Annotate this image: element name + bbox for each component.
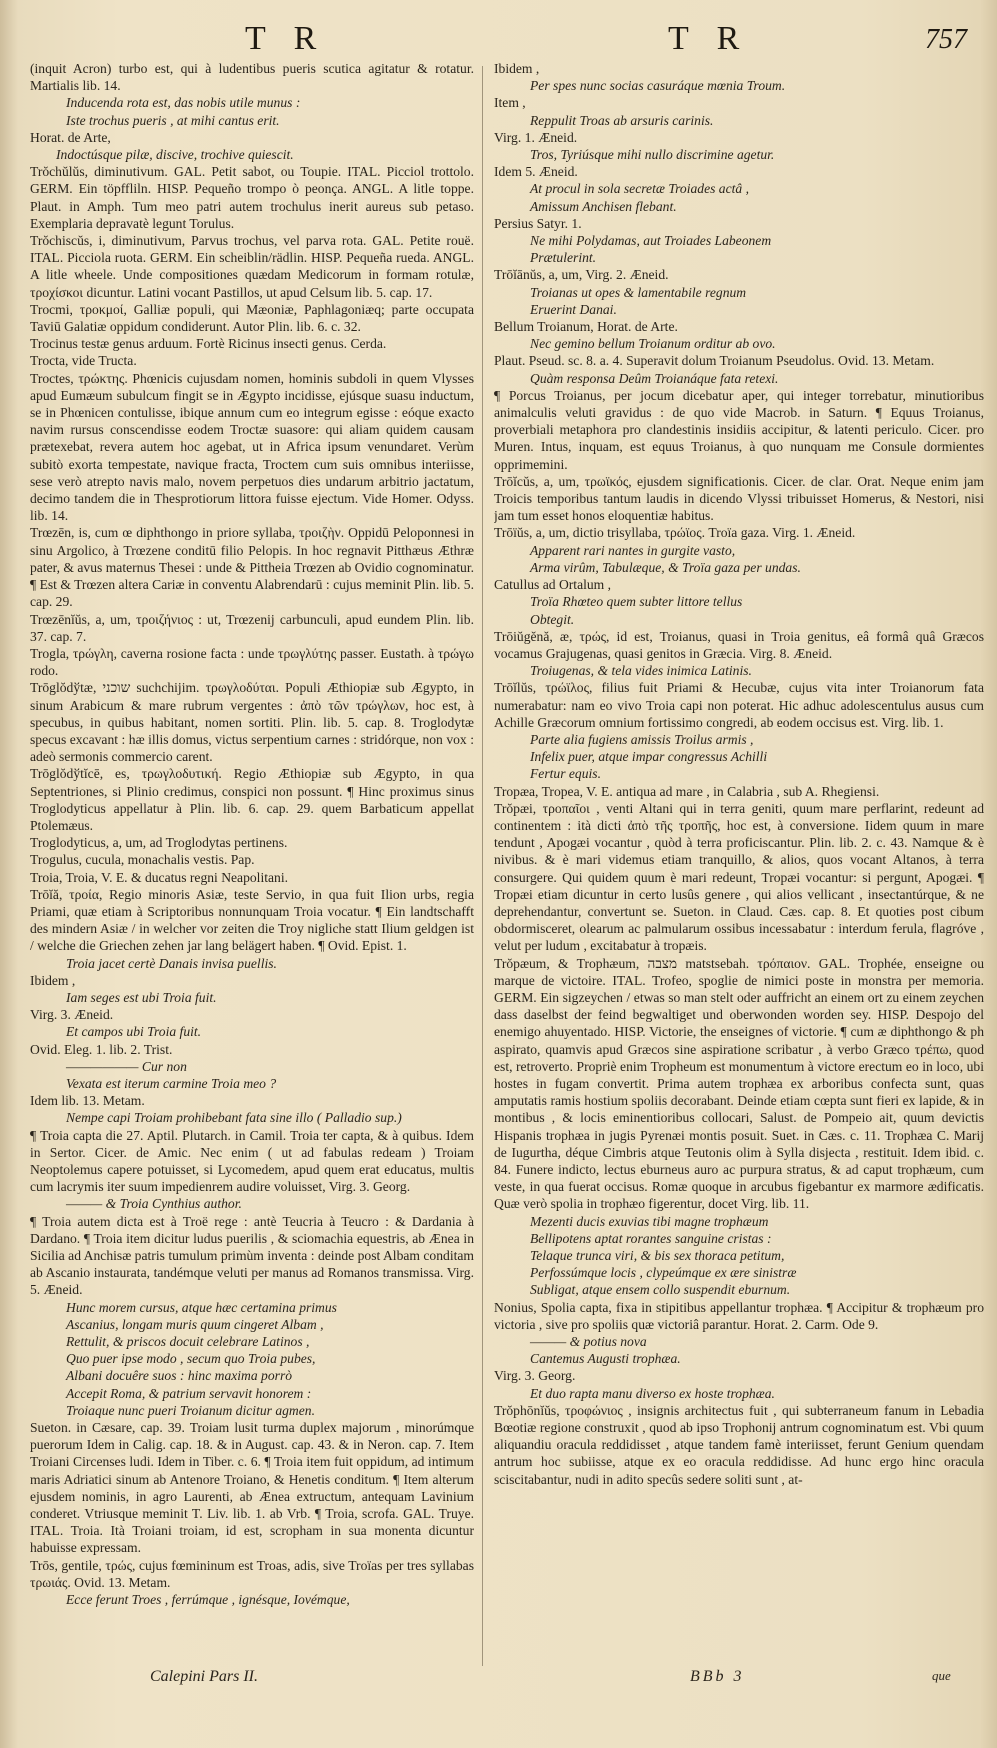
entry-paragraph: Trocta, vide Tructa.	[30, 353, 137, 369]
verse-quote: Apparent rari nantes in gurgite vasto,	[530, 542, 736, 558]
entry-paragraph: Trōglŏdўtĭcē, es, τρωγλοδυτική. Regio Æthiopiæ sub Ægypto, in qua Septentriones, si Plinio credimus, conspici non possunt. ¶ Hinc proximus sinus Troglodyticus appellatur à Plin. lib. 6. cap. 29. quem Barbaticum appellat Ptolemæus.	[30, 766, 474, 833]
entry-paragraph: Troglodyticus, a, um, ad Troglodytas pertinens.	[30, 835, 288, 851]
verse-quote: Telaque trunca viri, & bis sex thoraca petitum,	[530, 1248, 785, 1264]
verse-quote: Troiugenas, & tela vides inimica Latinis.	[530, 663, 752, 679]
entry-paragraph: Idem 5. Æneid.	[494, 164, 578, 180]
verse-quote: Iam seges est ubi Troia fuit.	[66, 989, 217, 1005]
entry-paragraph: Ibidem ,	[30, 972, 76, 988]
entry-paragraph: Item ,	[494, 95, 526, 111]
verse-quote: ——— & potius nova	[530, 1334, 647, 1350]
entry-paragraph: Ovid. Eleg. 1. lib. 2. Trist.	[30, 1041, 173, 1057]
entry-paragraph: Trŏpæum, & Trophæum, מצבה matstsebah. τρόπαιον. GAL. Trophée, enseigne ou marque de victoire. ITAL. Trofeo, spoglie de nimici poste in monstra per memoria. GERM. Ein sigzeychen / etwas so man stelt oder auffricht an einem ort zu einem zeychen dass daselbst der feind begwaltiget und oberwonden worden sey. HISP. Despojo del enemigo ahuyentado. HISP. Victorie, the enseignes of victorie. ¶ cum æ diphthongo & ph aspirato, quamvis apud Græcos sine aspiratione scribatur , à verbo Græco τρέπω, quod est, retroverto. Propriè enim Tropheum est monumentum à victore erectum eo in loco, ubi hostes in fugam convertit. Prima autem trophæa ex arboribus confecta sunt, quas amputatis ramis hostium spoliis decorabant. Deinde etiam cœpta sunt fieri ex lapide, & in montibus , & locis eminentioribus collocari, Salust. de Pompeio ait, quum devictis Hispanis trophæa in jugis Pyrenæi montis posuit. Suet. in Cæs. c. 11. Trophæa C. Marij de Iugurtha, déque Cimbris atque Teutonis olim à Sylla disjecta , restituit. Idem ibid. c. 84. Funere indicto, lectus eburneus auro ac purpura stratus, & ad caput trophæum, cum veste, in qua fuerat occisus. Romæ quoque in arcubus figebantur ex marmore ædificatis. Quæ verò spolia in trophæo figerentur, docet Virg. lib. 11.	[494, 955, 984, 1212]
right-column	[494, 60, 984, 1680]
verse-quote: Quo puer ipse modo , secum quo Troia pubes,	[66, 1351, 316, 1367]
entry-paragraph: Trœzēnĭŭs, a, um, τροιζήνιος : ut, Trœzenij carbunculi, apud eundem Plin. lib. 37. cap. 7.	[30, 611, 474, 644]
entry-paragraph: Trŏpæi, τροπαῖοι , venti Altani qui in terra geniti, quum mare perflarint, redeunt ad continentem : ità dicti ἀπὸ τῆς τροπῆς, hoc est, à conversione. Iidem quum in mare tendunt , Apogæi vocantur , quòd à terra proficiscantur. Plin. lib. 2. c. 43. Namque & è nivibus. & è mari videmus etiam tranquillo, & alios, quos vocant Altanos, à terra consurgere. Qui quidem quum è mari redeunt, Tropæi vocantur: si pergunt, Apogæi. ¶ Tropæi etiam dicuntur in certo lusûs genere , qui alios vellicant , insectantúrque, & ne deprehendantur, convertunt se. Sueton. in Claud. Cæs. cap. 8. Et quoties post cibum obdormisceret, olearum ac palmularum ossibus incessabatur : interdum ferula, flagróve , velut per ludum , excitabatur à tropæis.	[494, 800, 984, 954]
verse-quote: Fertur equis.	[530, 766, 601, 782]
entry-paragraph: Trŏchiscŭs, i, diminutivum, Parvus trochus, vel parva rota. GAL. Petite rouë. ITAL. Picciola ruota. GERM. Ein scheiblin/rädlin. HISP. Pequeña rueda. ANGL. A litle wheele. Unde compositiones quædam Medicorum in formam rotulæ, τροχίσκοι dicuntur. Latini vocant Pastillos, ut apud Celsum lib. 5. cap. 17.	[30, 233, 474, 300]
entry-paragraph: (inquit Acron) turbo est, qui à ludentibus pueris scutica agitatur & rotatur. Martialis lib. 14.	[30, 61, 474, 94]
entry-paragraph: Trōĭānŭs, a, um, Virg. 2. Æneid.	[494, 267, 669, 283]
entry-paragraph: Trocmi, τροκμοί, Galliæ populi, qui Mæoniæ, Paphlagoniæq; parte occupata Taviū Galatiæ oppidum condiderunt. Autor Plin. lib. 6. c. 32.	[30, 301, 474, 335]
verse-quote: Tros, Tyriúsque mihi nullo discrimine agetur.	[530, 147, 775, 163]
verse-quote: Ecce ferunt Troes , ferrúmque , ignésque, Iovémque,	[66, 1592, 350, 1608]
entry-paragraph: Persius Satyr. 1.	[494, 215, 582, 231]
entry-paragraph: Trogla, τρώγλη, caverna rosione facta : unde τρωγλύτης passer. Eustath. à τρώγω rodo.	[30, 645, 474, 679]
entry-paragraph: ¶ Troia capta die 27. Aptil. Plutarch. in Camil. Troia ter capta, & à quibus. Idem in Sertor. Cicer. de Amic. Nec enim ( ut ad fabulas redeam ) Troiam Neoptolemus capere potuisset, si Lycomedem, apud quem erat educatus, multis cum lacrymis iter suum impedienrem audire voluisset, Virg. 3. Georg.	[30, 1127, 474, 1195]
verse-quote: Accepit Roma, & patrium servavit honorem :	[66, 1385, 312, 1401]
verse-quote: Bellipotens aptat rorantes sanguine cristas :	[530, 1230, 772, 1246]
entry-paragraph: Trōĭcŭs, a, um, τρωϊκός, ejusdem significationis. Cicer. de clar. Orat. Neque enim jam Troicis temporibus tantum laudis in dicendo Vlyssi tribuisset Homerus, & Nestori, nisi jam tum esset honos eloquentiæ habitus.	[494, 473, 984, 524]
verse-quote: Ascanius, longam muris quum cingeret Albam ,	[66, 1316, 324, 1332]
entry-paragraph: Virg. 3. Æneid.	[30, 1007, 114, 1023]
page-footer	[0, 1668, 997, 1708]
entry-paragraph: Tropæa, Tropea, V. E. antiqua ad mare , in Calabria , sub A. Rhegiensi.	[494, 783, 880, 799]
entry-paragraph: Horat. de Arte,	[30, 129, 111, 145]
entry-paragraph: Nonius, Spolia capta, fixa in stipitibus appellantur trophæa. ¶ Accipitur & trophæum pro victoria , sive pro spoliis quæ victoriâ parantur. Horat. 2. Carm. Ode 9.	[494, 1299, 984, 1332]
left-column	[30, 60, 474, 1680]
verse-quote: Albani docuêre suos : hinc maxima porrò	[66, 1368, 293, 1384]
verse-quote: Inducenda rota est, das nobis utile munus :	[66, 95, 301, 111]
entry-paragraph: Trocinus testæ genus arduum. Fortè Ricinus insecti genus. Cerda.	[30, 336, 387, 352]
entry-paragraph: Ibidem ,	[494, 61, 540, 76]
text-columns	[30, 60, 984, 1680]
verse-quote: Indoctúsque pilæ, discive, trochive quiescit.	[56, 147, 294, 163]
header-right-letters: T R	[668, 20, 750, 57]
verse-quote: Nec gemino bellum Troianum orditur ab ovo.	[530, 336, 776, 352]
entry-paragraph: Idem lib. 13. Metam.	[30, 1093, 145, 1109]
verse-quote: Rettulit, & priscos docuit celebrare Latinos ,	[66, 1334, 310, 1350]
verse-quote: Nempe capi Troiam prohibebant fata sine illo ( Palladio sup.)	[66, 1110, 402, 1126]
signature-mark: BBb 3	[690, 1668, 745, 1685]
entry-paragraph: Trōĭă, τροία, Regio minoris Asiæ, teste Servio, in qua fuit Ilion urbs, regia Priami, quæ etiam à Scriptoribus nonnunquam Troia vocatur. ¶ Ein landtschafft des mindern Asiæ / in welcher vor zeiten die Troy nigliche statt Ilium geldgen ist / welche die Griechen zehen jar lang belägert haben. ¶ Ovid. Epist. 1.	[30, 886, 474, 954]
verse-quote: Troïa Rhœteo quem subter littore tellus	[530, 594, 743, 610]
verse-quote: —————— Cur non	[66, 1058, 187, 1074]
verse-quote: Mezenti ducis exuvias tibi magne trophæum	[530, 1213, 769, 1229]
footer-title: Calepini Pars II.	[150, 1668, 258, 1685]
verse-quote: Cantemus Augusti trophæa.	[530, 1351, 681, 1367]
entry-paragraph: Trōiŭgĕnă, æ, τρώς, id est, Troianus, quasi in Troia genitus, eâ formâ quâ Græcos vocamus Grajugenas, quasi genitos in Græcia. Virg. 8. Æneid.	[494, 628, 984, 661]
verse-quote: Quàm responsa Deûm Troianáque fata retexi.	[530, 370, 779, 386]
entry-paragraph: Virg. 1. Æneid.	[494, 129, 578, 145]
entry-paragraph: Catullus ad Ortalum ,	[494, 577, 612, 593]
column-divider	[482, 66, 483, 1666]
entry-paragraph: Plaut. Pseud. sc. 8. a. 4. Superavit dolum Troianum Pseudolus. Ovid. 13. Metam.	[494, 353, 935, 369]
verse-quote: Et duo rapta manu diverso ex hoste trophæa.	[530, 1385, 775, 1401]
verse-quote: Et campos ubi Troia fuit.	[66, 1024, 202, 1040]
verse-quote: Arma virûm, Tabulæque, & Troïa gaza per undas.	[530, 559, 801, 575]
verse-quote: Ne mihi Polydamas, aut Troiades Labeonem	[530, 233, 772, 249]
entry-paragraph: Trōïŭs, a, um, dictio trisyllaba, τρώϊος. Troïa gaza. Virg. 1. Æneid.	[494, 525, 856, 541]
entry-paragraph: Trōglŏdўtæ, שוכני suchchijim. τρωγλοδύται. Populi Æthiopiæ sub Ægypto, in sinum Arabicum & mare rubrum vergentes : ἀπὸ τῶν τρώγλων, hoc est, à specubus, in quibus habitant, nomen sortiti. Plin. lib. 5. cap. 8. Troglodytæ specus excavant : hæ illis domus, victus serpentium carnes : stridórque, non vox : adeò sermonis commercio carent.	[30, 680, 474, 765]
verse-quote: ——— & Troia Cynthius author.	[66, 1196, 242, 1212]
verse-quote: Prætulerint.	[530, 250, 597, 266]
entry-paragraph: Virg. 3. Georg.	[494, 1368, 576, 1384]
entry-paragraph: Troctes, τρώκτης. Phœnicis cujusdam nomen, hominis subdoli in quem Vlysses apud Eumæum subulcum fingit se in Ægypto incidisse, ejúsque suasu inductum, se in Phœnicen contulisse, ibique annum cum eo integrum egisse : eóque exacto navim rursus conscendisse eodem Troctæ suasore: qui aliam quidem causam prætexebat, revera autem hoc agebat, ut in Africa ipsum venundaret. Verùm subitò exorta tempestate, navique fracta, Troctem cum suis omnibus interiisse, sese verò atrepto navis malo, novem perpetuos dies undarum arbitrio jactatum, decimo tandem die in Thesprotiorum littora fuisse ejectum. Vide Homer. Odyss. lib. 14.	[30, 370, 474, 524]
verse-quote: Infelix puer, atque impar congressus Achilli	[530, 749, 768, 765]
verse-quote: Reppulit Troas ab arsuris carinis.	[530, 112, 714, 128]
verse-quote: Per spes nunc socias casuráque mœnia Troum.	[530, 78, 786, 94]
verse-quote: Obtegit.	[530, 611, 575, 627]
entry-paragraph: Trœzēn, is, cum œ diphthongo in priore syllaba, τροιζὴν. Oppidū Peloponnesi in sinu Argolico, à Trœzene conditū filio Pelopis. In hoc regnavit Pitthæus Æthræ pater, & avus maternus Thesei : unde & Pittheia Trœzen ab Ovidio cognominatur. ¶ Est & Trœzen altera Cariæ in conventu Alabrendarū : cujus meminit Plin. lib. 5. cap. 29.	[30, 525, 474, 610]
verse-quote: Hunc morem cursus, atque hæc certamina primus	[66, 1299, 337, 1315]
verse-quote: Vexata est iterum carmine Troia meo ?	[66, 1075, 277, 1091]
entry-paragraph: Troia, Troia, V. E. & ducatus regni Neapolitani.	[30, 869, 289, 885]
page-number: 757	[925, 24, 967, 55]
entry-paragraph: ¶ Troia autem dicta est à Troë rege : antè Teucria à Teucro : & Dardania à Dardano. ¶ Troia item dicitur ludus puerilis , & sciomachia equestris, ab Ænea in Sicilia ad Anchisæ patris tumulum primùm inventa : deinde post Albam conditam ab Ascanio instaurata, tandémque veluti per manus ad Romanos transmissa. Virg. 5. Æneid.	[30, 1213, 474, 1298]
entry-paragraph: Trŏphōnĭŭs, τροφώνιος , insignis architectus fuit , qui subterraneum fanum in Lebadia Bœotiæ regione construxit , quod ab ipso Trophonij antrum cognominatum est. Vbi quum aliquandiu oracula reddidisset , atque tandem famè interiisset, ferunt Genium quendam antrum hoc subiisse, atque ex eo oracula reddidisse. Ad hunc ergo hinc oracula sciscitabantur, nudi in adito specûs sedere soliti sunt , at-	[494, 1402, 984, 1487]
entry-paragraph: ¶ Porcus Troianus, per jocum dicebatur aper, qui integer torrebatur, minutioribus animalculis veluti gravidus : de quo vide Macrob. in Saturn. ¶ Equus Troianus, proverbiali metaphora pro clandestinis insidiis accipitur, & latenti periculo. Cicer. pro Muren. Intus, inquam, est equus Troianus, à quo nunquam me Consule dormientes opprimemini.	[494, 387, 984, 472]
verse-quote: Parte alia fugiens amissis Troilus armis ,	[530, 731, 754, 747]
verse-quote: Eruerint Danai.	[530, 301, 617, 317]
entry-paragraph: Trŏchŭlŭs, diminutivum. GAL. Petit sabot, ou Toupie. ITAL. Picciol trottolo. GERM. Ein töpffliln. HISP. Pequeño trompo ò peonça. ANGL. A litle toppe. Plaut. in Amph. Tum meo patri autem trochulus inerit aureus sub petaso. Exemplaria depravatè legunt Torulus.	[30, 164, 474, 231]
verse-quote: Subligat, atque ensem collo suspendit eburnum.	[530, 1282, 791, 1298]
entry-paragraph: Sueton. in Cæsare, cap. 39. Troiam lusit turma duplex majorum , minorúmque puerorum Idem in Calig. cap. 18. & in August. cap. 43. & in Neron. cap. 7. Item Troiani Circenses ludi. Idem in Tiber. c. 6. ¶ Troia item fuit oppidum, ad intimum maris Adriatici sinum ab Antenore Troiano, & Henetis conditum. ¶ Item alterum ejusdem nominis, in agro Laurenti, ab Ænea extructum, antequam Lavinium conderet. Vtriusque meminit T. Liv. lib. 1. ab Vrb. ¶ Troia, scrofa. GAL. Truye. ITAL. Troia. Ità Troiani troiam, id est, scropham in sua monenta dicuntur habuisse expressam.	[30, 1420, 474, 1556]
verse-quote: Troianas ut opes & lamentabile regnum	[530, 284, 747, 300]
verse-quote: Troiaque nunc pueri Troianum dicitur agmen.	[66, 1402, 315, 1418]
entry-paragraph: Trogulus, cucula, monachalis vestis. Pap.	[30, 852, 255, 868]
verse-quote: At procul in sola secretæ Troiades actâ ,	[530, 181, 749, 197]
entry-paragraph: Trōs, gentile, τρώς, cujus fœmininum est Troas, adis, sive Troïas per tres syllabas τρωιάς. Ovid. 13. Metam.	[30, 1557, 474, 1590]
header-left-letters: T R	[245, 20, 327, 57]
catchword: que	[932, 1668, 951, 1683]
entry-paragraph: Bellum Troianum, Horat. de Arte.	[494, 319, 678, 335]
verse-quote: Perfossúmque locis , clypeúmque ex ære sinistræ	[530, 1265, 797, 1281]
verse-quote: Amissum Anchisen flebant.	[530, 198, 677, 214]
running-header	[30, 20, 979, 60]
verse-quote: Troia jacet certè Danais invisa puellis.	[66, 955, 277, 971]
verse-quote: Iste trochus pueris , at mihi cantus erit.	[66, 112, 280, 128]
entry-paragraph: Trōĭlŭs, τρώϊλος, filius fuit Priami & Hecubæ, cujus vita inter Troianorum fata numerabatur: nam eo vivo Troia capi non poterat. Hic adhuc adolescentulus ausus cum Achille Græcorum omnium fortissimo congredi, ab eodem occisus est. Virg. lib. 1.	[494, 680, 984, 730]
